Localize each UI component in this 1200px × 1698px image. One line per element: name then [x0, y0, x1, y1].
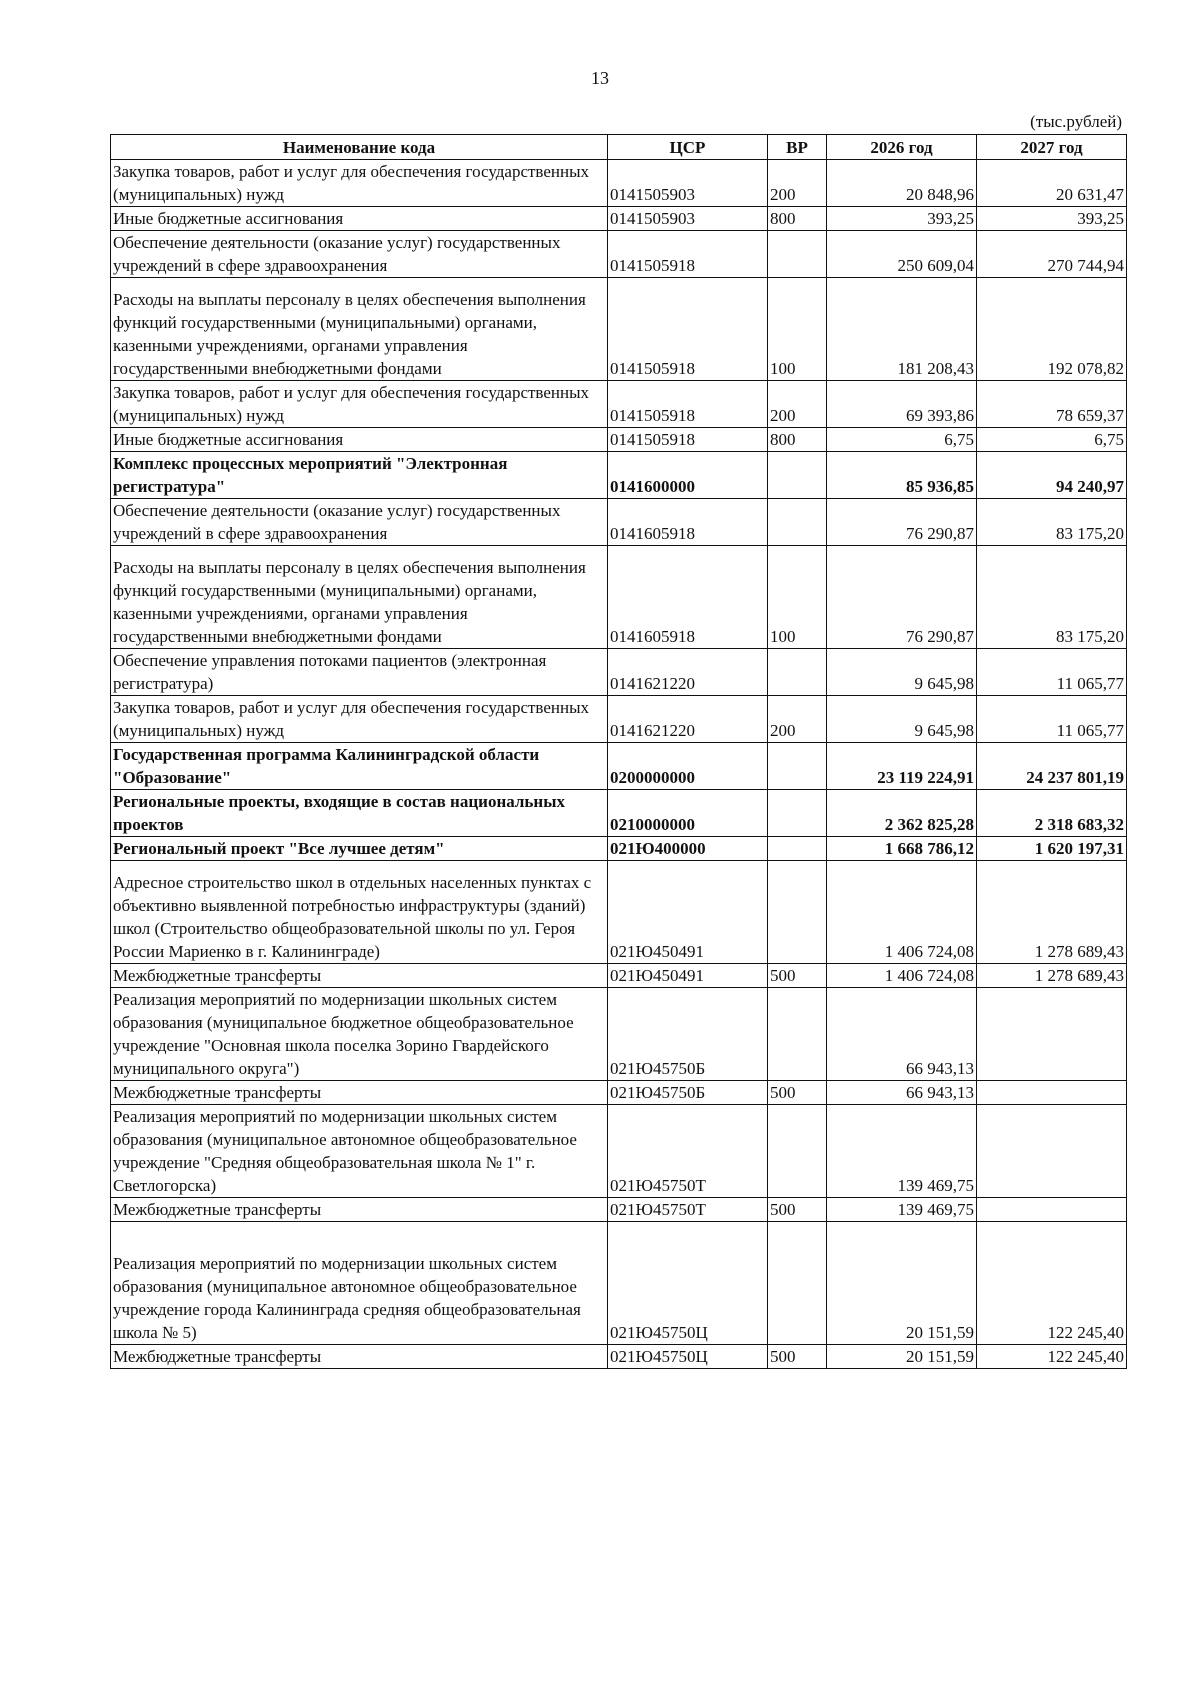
row-vr-cell [768, 1222, 827, 1345]
row-2026-cell: 250 609,04 [827, 231, 977, 278]
row-2026-cell: 2 362 825,28 [827, 790, 977, 837]
row-2027-cell: 1 278 689,43 [977, 964, 1127, 988]
row-2026-cell: 1 406 724,08 [827, 861, 977, 964]
row-csr-cell: 0141600000 [608, 452, 768, 499]
row-name-cell: Адресное строительство школ в отдельных населенных пунктах с объективно выявленной потребностью инфраструктуры (зданий) школ (Строительство общеобразовательной школы по ул. Героя России Мариенко в г. Калининграде) [111, 861, 608, 964]
row-2027-cell: 2 318 683,32 [977, 790, 1127, 837]
header-csr: ЦСР [608, 135, 768, 160]
row-2026-cell: 20 151,59 [827, 1222, 977, 1345]
row-2026-cell: 139 469,75 [827, 1198, 977, 1222]
row-name-cell: Обеспечение деятельности (оказание услуг) государственных учреждений в сфере здравоохранения [111, 499, 608, 546]
header-name: Наименование кода [111, 135, 608, 160]
row-2026-cell: 23 119 224,91 [827, 743, 977, 790]
row-2026-cell: 85 936,85 [827, 452, 977, 499]
table-row [111, 231, 1127, 278]
row-2027-cell: 83 175,20 [977, 499, 1127, 546]
row-vr-cell: 500 [768, 1081, 827, 1105]
row-csr-cell: 0210000000 [608, 790, 768, 837]
row-2026-cell: 1 668 786,12 [827, 837, 977, 861]
table-row [111, 1345, 1127, 1369]
row-csr-cell: 021Ю45750Ц [608, 1345, 768, 1369]
row-name-cell: Расходы на выплаты персоналу в целях обеспечения выполнения функций государственными (муниципальными) органами, казенными учреждениями, органами управления государственными внебюджетными фондами [111, 278, 608, 381]
row-csr-cell: 0141621220 [608, 696, 768, 743]
row-2026-cell: 76 290,87 [827, 499, 977, 546]
row-2027-cell: 122 245,40 [977, 1222, 1127, 1345]
row-2026-cell: 69 393,86 [827, 381, 977, 428]
row-csr-cell: 0141505918 [608, 231, 768, 278]
row-2027-cell: 24 237 801,19 [977, 743, 1127, 790]
row-2026-cell: 393,25 [827, 207, 977, 231]
table-row [111, 743, 1127, 790]
row-name-cell: Комплекс процессных мероприятий "Электронная регистратура" [111, 452, 608, 499]
row-2026-cell: 6,75 [827, 428, 977, 452]
row-csr-cell: 021Ю45750Б [608, 1081, 768, 1105]
row-vr-cell: 800 [768, 428, 827, 452]
header-2027: 2027 год [977, 135, 1127, 160]
row-name-cell: Иные бюджетные ассигнования [111, 428, 608, 452]
table-row [111, 1081, 1127, 1105]
row-csr-cell: 021Ю450491 [608, 861, 768, 964]
row-2027-cell [977, 1081, 1127, 1105]
row-2027-cell: 11 065,77 [977, 649, 1127, 696]
table-row [111, 1198, 1127, 1222]
row-vr-cell: 200 [768, 381, 827, 428]
table-row [111, 1222, 1127, 1345]
row-name-cell: Региональные проекты, входящие в состав национальных проектов [111, 790, 608, 837]
row-vr-cell [768, 988, 827, 1081]
row-csr-cell: 0141505918 [608, 381, 768, 428]
row-2026-cell: 76 290,87 [827, 546, 977, 649]
row-2027-cell: 192 078,82 [977, 278, 1127, 381]
row-name-cell: Реализация мероприятий по модернизации школьных систем образования (муниципальное автономное общеобразовательное учреждение города Калининграда средняя общеобразовательная школа № 5) [111, 1222, 608, 1345]
row-2027-cell: 20 631,47 [977, 160, 1127, 207]
row-vr-cell [768, 790, 827, 837]
row-2027-cell: 1 620 197,31 [977, 837, 1127, 861]
table-row [111, 428, 1127, 452]
row-vr-cell [768, 649, 827, 696]
row-2026-cell: 66 943,13 [827, 988, 977, 1081]
header-2026: 2026 год [827, 135, 977, 160]
table-row [111, 546, 1127, 649]
row-2027-cell: 393,25 [977, 207, 1127, 231]
row-name-cell: Закупка товаров, работ и услуг для обеспечения государственных (муниципальных) нужд [111, 381, 608, 428]
row-vr-cell [768, 861, 827, 964]
row-name-cell: Региональный проект "Все лучшее детям" [111, 837, 608, 861]
row-csr-cell: 0141505918 [608, 428, 768, 452]
row-vr-cell [768, 743, 827, 790]
header-vr: ВР [768, 135, 827, 160]
row-csr-cell: 021Ю400000 [608, 837, 768, 861]
row-name-cell: Межбюджетные трансферты [111, 1198, 608, 1222]
row-csr-cell: 021Ю45750Т [608, 1105, 768, 1198]
units-label: (тыс.рублей) [1030, 112, 1122, 131]
row-vr-cell: 100 [768, 546, 827, 649]
row-vr-cell: 500 [768, 1345, 827, 1369]
row-vr-cell: 200 [768, 696, 827, 743]
row-2027-cell: 270 744,94 [977, 231, 1127, 278]
table-row [111, 207, 1127, 231]
table-row [111, 790, 1127, 837]
row-csr-cell: 0141505903 [608, 207, 768, 231]
row-vr-cell: 200 [768, 160, 827, 207]
row-2026-cell: 9 645,98 [827, 696, 977, 743]
table-row [111, 452, 1127, 499]
row-csr-cell: 0141605918 [608, 499, 768, 546]
row-2026-cell: 20 151,59 [827, 1345, 977, 1369]
row-2026-cell: 181 208,43 [827, 278, 977, 381]
table-row [111, 861, 1127, 964]
table-row [111, 1105, 1127, 1198]
row-name-cell: Реализация мероприятий по модернизации школьных систем образования (муниципальное автономное общеобразовательное учреждение "Средняя общеобразовательная школа № 1" г. Светлогорска) [111, 1105, 608, 1198]
row-2027-cell: 78 659,37 [977, 381, 1127, 428]
row-2027-cell: 83 175,20 [977, 546, 1127, 649]
row-2027-cell [977, 988, 1127, 1081]
row-2026-cell: 66 943,13 [827, 1081, 977, 1105]
table-row [111, 988, 1127, 1081]
table-row [111, 278, 1127, 381]
row-vr-cell: 500 [768, 964, 827, 988]
page-number: 13 [591, 68, 609, 88]
row-name-cell: Расходы на выплаты персоналу в целях обеспечения выполнения функций государственными (муниципальными) органами, казенными учреждениями, органами управления государственными внебюджетными фондами [111, 546, 608, 649]
budget-table [110, 134, 1127, 1369]
row-name-cell: Межбюджетные трансферты [111, 1081, 608, 1105]
row-2027-cell: 122 245,40 [977, 1345, 1127, 1369]
row-2027-cell [977, 1105, 1127, 1198]
table-row [111, 160, 1127, 207]
table-row [111, 649, 1127, 696]
row-name-cell: Обеспечение управления потоками пациентов (электронная регистратура) [111, 649, 608, 696]
row-2026-cell: 9 645,98 [827, 649, 977, 696]
row-csr-cell: 021Ю45750Б [608, 988, 768, 1081]
row-vr-cell: 800 [768, 207, 827, 231]
row-csr-cell: 021Ю45750Ц [608, 1222, 768, 1345]
table-row [111, 381, 1127, 428]
row-name-cell: Межбюджетные трансферты [111, 1345, 608, 1369]
row-csr-cell: 0141605918 [608, 546, 768, 649]
row-csr-cell: 0141621220 [608, 649, 768, 696]
table-row [111, 499, 1127, 546]
row-2026-cell: 139 469,75 [827, 1105, 977, 1198]
row-2027-cell: 11 065,77 [977, 696, 1127, 743]
row-2026-cell: 1 406 724,08 [827, 964, 977, 988]
row-vr-cell: 100 [768, 278, 827, 381]
table-row [111, 964, 1127, 988]
row-name-cell: Государственная программа Калининградской области "Образование" [111, 743, 608, 790]
row-vr-cell: 500 [768, 1198, 827, 1222]
row-name-cell: Иные бюджетные ассигнования [111, 207, 608, 231]
row-name-cell: Реализация мероприятий по модернизации школьных систем образования (муниципальное бюджетное общеобразовательное учреждение "Основная школа поселка Зорино Гвардейского муниципального округа") [111, 988, 608, 1081]
table-row [111, 696, 1127, 743]
row-2026-cell: 20 848,96 [827, 160, 977, 207]
row-2027-cell: 6,75 [977, 428, 1127, 452]
row-csr-cell: 0141505903 [608, 160, 768, 207]
table-row [111, 837, 1127, 861]
row-vr-cell [768, 231, 827, 278]
row-vr-cell [768, 499, 827, 546]
row-vr-cell [768, 452, 827, 499]
row-vr-cell [768, 837, 827, 861]
row-2027-cell: 94 240,97 [977, 452, 1127, 499]
row-csr-cell: 0200000000 [608, 743, 768, 790]
row-vr-cell [768, 1105, 827, 1198]
row-csr-cell: 021Ю45750Т [608, 1198, 768, 1222]
table-body [111, 160, 1127, 1369]
row-name-cell: Межбюджетные трансферты [111, 964, 608, 988]
row-2027-cell: 1 278 689,43 [977, 861, 1127, 964]
row-name-cell: Закупка товаров, работ и услуг для обеспечения государственных (муниципальных) нужд [111, 696, 608, 743]
row-2027-cell [977, 1198, 1127, 1222]
row-csr-cell: 021Ю450491 [608, 964, 768, 988]
table-header-row [111, 135, 1127, 160]
row-csr-cell: 0141505918 [608, 278, 768, 381]
row-name-cell: Обеспечение деятельности (оказание услуг) государственных учреждений в сфере здравоохранения [111, 231, 608, 278]
row-name-cell: Закупка товаров, работ и услуг для обеспечения государственных (муниципальных) нужд [111, 160, 608, 207]
